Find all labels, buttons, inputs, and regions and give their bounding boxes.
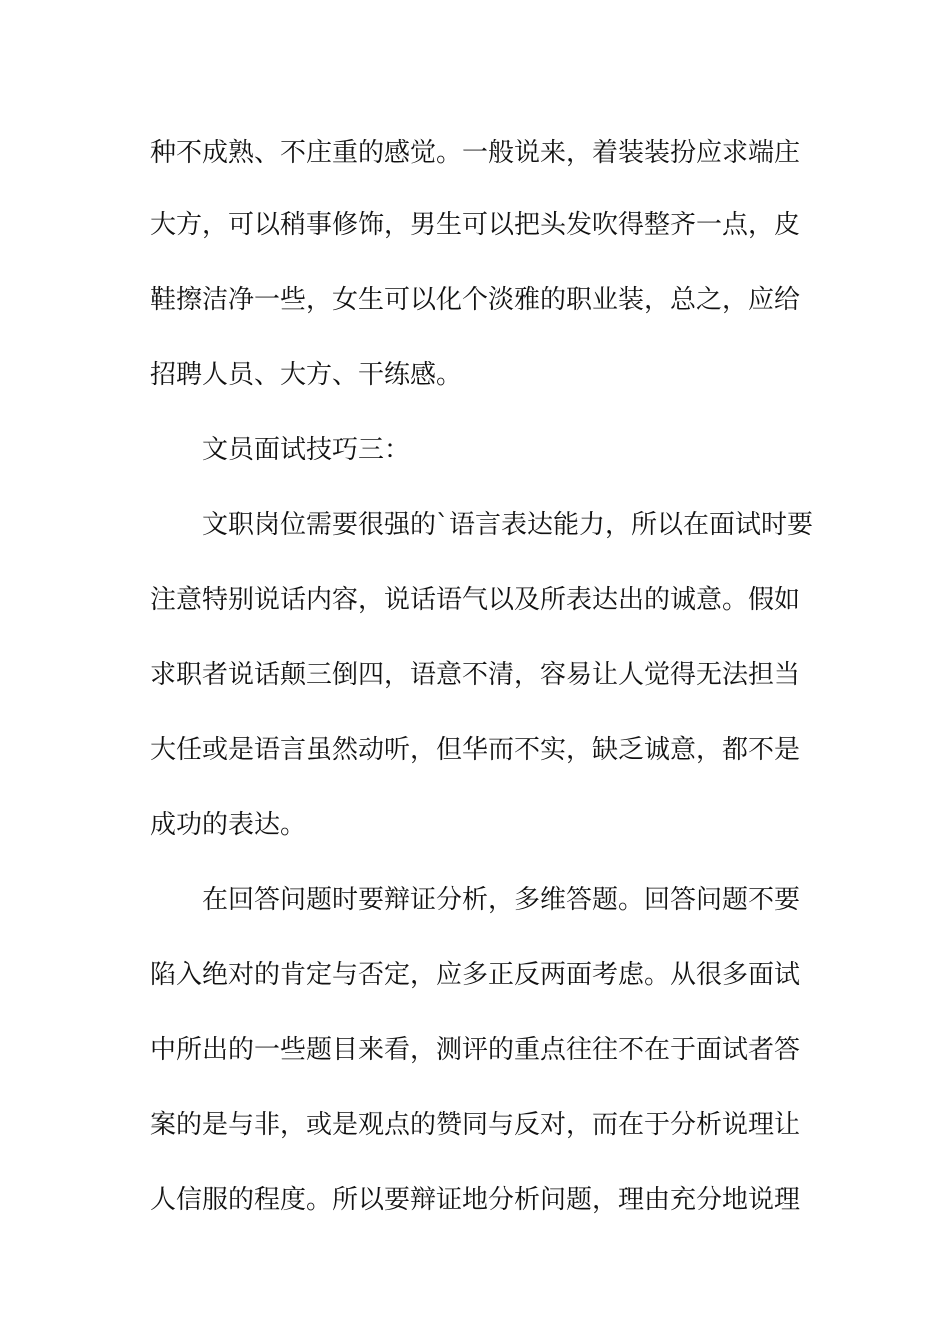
paragraph-line: 案的是与非，或是观点的赞同与反对，而在于分析说理让 [150,1110,801,1140]
paragraph-line: 陷入绝对的肯定与否定，应多正反两面考虑。从很多面试 [150,960,801,990]
paragraph-line: 中所出的一些题目来看，测评的重点往往不在于面试者答 [150,1035,801,1065]
paragraph-line: 鞋擦洁净一些，女生可以化个淡雅的职业装，总之，应给 [150,285,801,315]
paragraph-line: 大任或是语言虽然动听，但华而不实，缺乏诚意，都不是 [150,735,801,765]
paragraph-line: 人信服的程度。所以要辩证地分析问题，理由充分地说理 [150,1185,801,1215]
paragraph-line: 大方，可以稍事修饰，男生可以把头发吹得整齐一点，皮 [150,210,801,240]
paragraph-line: 成功的表达。 [150,810,307,840]
paragraph-line: 注意特别说话内容，说话语气以及所表达出的诚意。假如 [150,585,801,615]
paragraph-line: 种不成熟、不庄重的感觉。一般说来，着装装扮应求端庄 [150,138,801,168]
section-heading: 文员面试技巧三： [202,435,411,465]
paragraph-line: 文职岗位需要很强的`语言表达能力，所以在面试时要 [202,510,814,540]
paragraph-line: 求职者说话颠三倒四，语意不清，容易让人觉得无法担当 [150,660,801,690]
paragraph-line: 招聘人员、大方、干练感。 [150,360,463,390]
paragraph-line: 在回答问题时要辩证分析，多维答题。回答问题不要 [202,885,801,915]
